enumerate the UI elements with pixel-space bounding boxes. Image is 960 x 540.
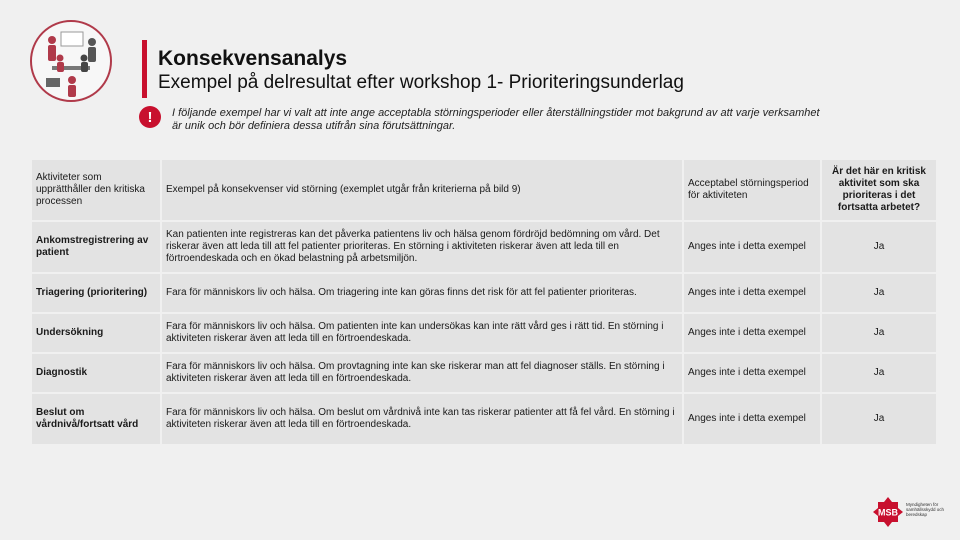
table-row <box>31 353 937 393</box>
row-period: Anges inte i detta exempel <box>683 313 821 353</box>
row-activity: Beslut om vårdnivå/fortsatt vård <box>31 393 161 445</box>
row-period: Anges inte i detta exempel <box>683 393 821 445</box>
table-row <box>31 313 937 353</box>
msb-logo-text: MSB <box>878 507 898 518</box>
table-row <box>31 393 937 445</box>
row-activity: Triagering (prioritering) <box>31 273 161 313</box>
agency-name: Myndigheten för samhällsskydd och beredskap <box>906 502 945 517</box>
row-period: Anges inte i detta exempel <box>683 221 821 273</box>
row-critical: Ja <box>821 353 937 393</box>
row-activity: Ankomstregistrering av patient <box>31 221 161 273</box>
consequence-analysis-table <box>30 158 938 446</box>
page-title: Konsekvensanalys <box>158 47 348 70</box>
exclamation-icon: ! <box>139 106 161 128</box>
row-consequence: Fara för människors liv och hälsa. Om triagering inte kan göras finns det risk för att fel patienter prioriteras. <box>161 273 683 313</box>
header-acceptable-period: Acceptabel störningsperiod för aktiviteten <box>683 159 821 221</box>
info-note: I följande exempel har vi valt att inte ange acceptabla störningsperioder eller återställningstider mot bakgrund av att varje verksamhet är unik och bör definiera dessa utifrån sina förutsättningar. <box>172 107 820 132</box>
row-activity: Undersökning <box>31 313 161 353</box>
header-critical-activity: Är det här en kritisk aktivitet som ska prioriteras i det fortsatta arbetet? <box>821 159 937 221</box>
row-period: Anges inte i detta exempel <box>683 273 821 313</box>
header-activities: Aktiviteter som upprätthåller den kritiska processen <box>31 159 161 221</box>
title-accent-bar <box>142 40 147 98</box>
row-critical: Ja <box>821 393 937 445</box>
row-consequence: Fara för människors liv och hälsa. Om beslut om vårdnivå inte kan tas riskerar patienter att få fel vård. En störning i aktiviteten riskerar även att leda till en förtroendeskada. <box>161 393 683 445</box>
header-consequences: Exempel på konsekvenser vid störning (exemplet utgår från kriterierna på bild 9) <box>161 159 683 221</box>
row-activity: Diagnostik <box>31 353 161 393</box>
row-critical: Ja <box>821 313 937 353</box>
people-illustration-icon <box>32 22 110 100</box>
row-critical: Ja <box>821 221 937 273</box>
page-subtitle: Exempel på delresultat efter workshop 1- Prioriteringsunderlag <box>158 72 684 93</box>
row-consequence: Fara för människors liv och hälsa. Om patienten inte kan undersökas kan inte rätt vård ges i rätt tid. En störning i aktiviteten riskerar även att leda till en förtroendeskada. <box>161 313 683 353</box>
table-row <box>31 221 937 273</box>
table-row <box>31 273 937 313</box>
row-consequence: Kan patienten inte registreras kan det påverka patientens liv och hälsa genom fördröjd bedömning om vård. Det riskerar även att leda till att fel patienter prioriteras. En störning i aktiviteten riskerar även att leda till en förtroendeskada och en ökad belastning på arbetsmiljön. <box>161 221 683 273</box>
row-period: Anges inte i detta exempel <box>683 353 821 393</box>
row-consequence: Fara för människors liv och hälsa. Om provtagning inte kan ske riskerar man att fel diagnoser ställs. En störning i aktiviteten riskerar även att leda till en förtroendeskada. <box>161 353 683 393</box>
msb-logo-icon <box>872 496 904 528</box>
workshop-illustration-logo <box>30 20 112 102</box>
row-critical: Ja <box>821 273 937 313</box>
table-header-row <box>31 159 937 221</box>
